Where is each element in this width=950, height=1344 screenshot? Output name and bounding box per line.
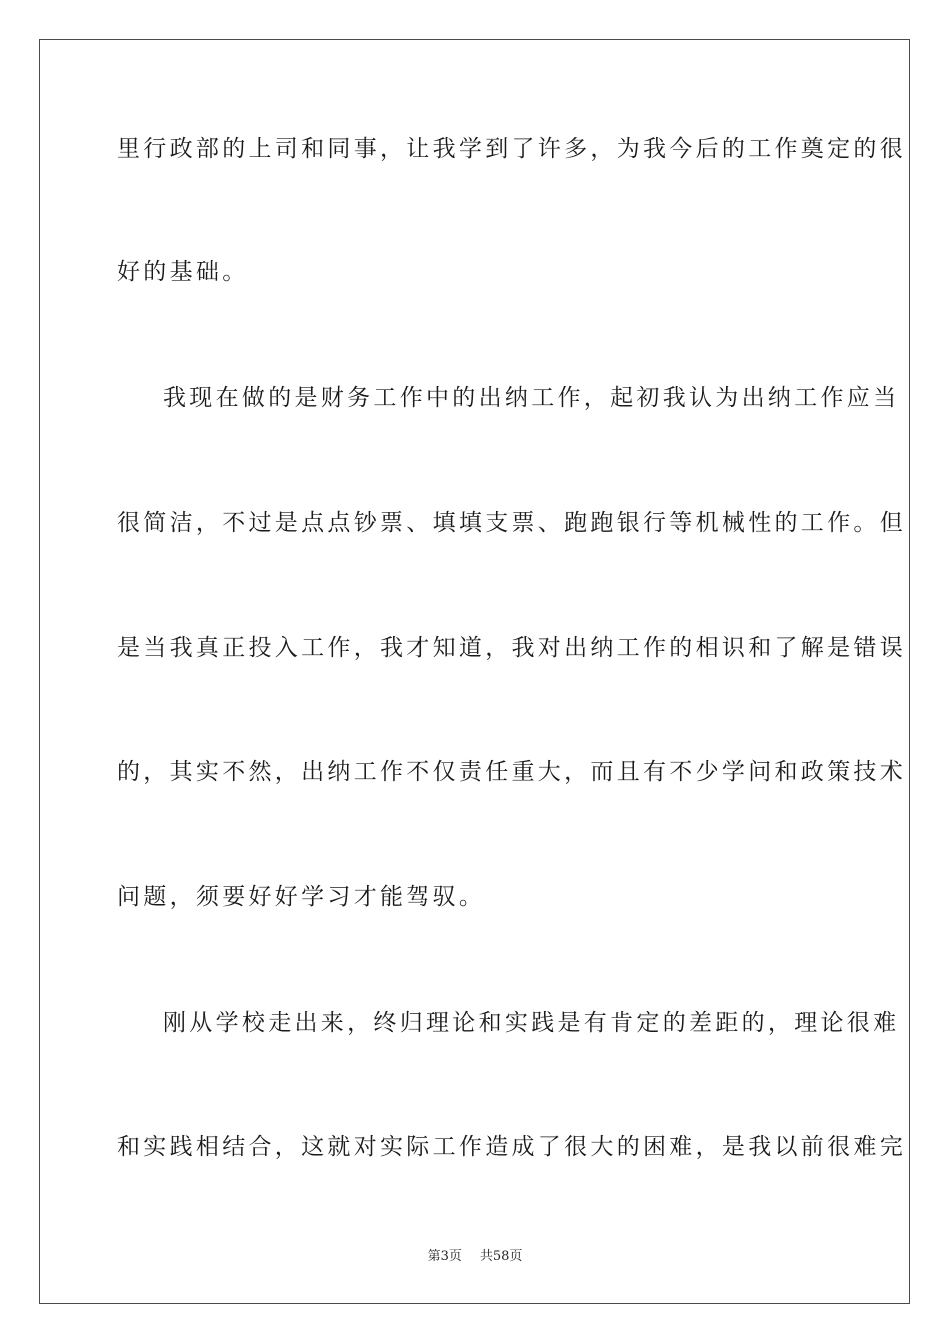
- text-line-1: 里行政部的上司和同事，让我学到了许多，为我今后的工作奠定的很: [117, 136, 906, 162]
- text-line-2: 好的基础。: [117, 259, 249, 285]
- paragraph-3-line-1: 刚从学校走出来，终归理论和实践是有肯定的差距的，理论很难: [163, 1010, 900, 1036]
- page-number: 第3页: [427, 1249, 462, 1264]
- text-line-7: 问题，须要好好学习才能驾驭。: [117, 884, 486, 910]
- page-total: 共58页: [479, 1249, 523, 1264]
- text-line-9: 和实践相结合，这就对实际工作造成了很大的困难，是我以前很难完: [117, 1134, 906, 1160]
- page-footer: [0, 1248, 950, 1266]
- page-border: [39, 39, 910, 1304]
- paragraph-2-line-1: 我现在做的是财务工作中的出纳工作，起初我认为出纳工作应当: [163, 385, 900, 411]
- text-line-5: 是当我真正投入工作，我才知道，我对出纳工作的相识和了解是错误: [117, 635, 906, 661]
- text-line-4: 很简洁，不过是点点钞票、填填支票、跑跑银行等机械性的工作。但: [117, 510, 906, 536]
- text-line-6: 的，其实不然，出纳工作不仅责任重大，而且有不少学问和政策技术: [117, 759, 906, 785]
